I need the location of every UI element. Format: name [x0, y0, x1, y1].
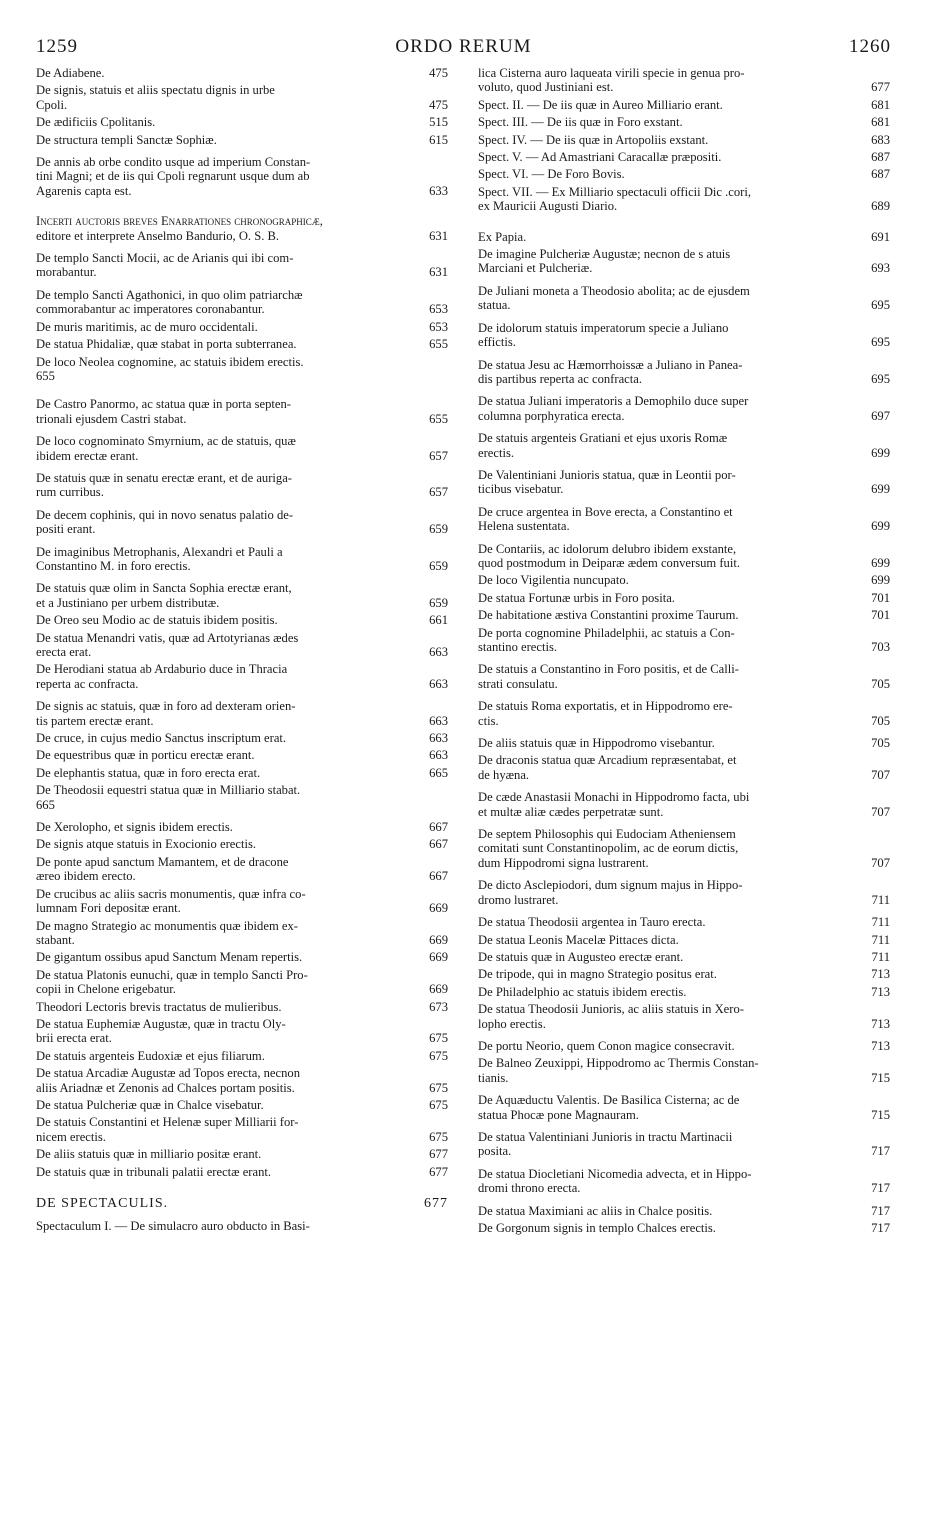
entry-text: De Castro Panormo, ac statua quæ in porta septen- — [36, 397, 291, 412]
entry-text: ibidem erectæ erant. — [36, 448, 139, 463]
entry-page-number: 675 — [429, 1097, 448, 1112]
entry-text: Spectaculum I. — De simulacro auro obducto in Basi- — [36, 1219, 310, 1234]
entry-text: De crucibus ac aliis sacris monumentis, quæ infra co- — [36, 886, 306, 901]
index-entry — [36, 83, 448, 112]
entry-text: De magno Strategio ac monumentis quæ ibidem ex- — [36, 918, 298, 933]
index-entry — [36, 581, 448, 610]
index-entry — [478, 230, 890, 244]
entry-text: de hyæna. — [478, 767, 530, 782]
entry-page-number: 713 — [871, 984, 890, 999]
entry-text: ex Mauricii Augusti Diario. — [478, 199, 618, 214]
entry-page-number: 631 — [429, 228, 448, 243]
index-entry — [36, 731, 448, 745]
entry-text: voluto, quod Justiniani est. — [478, 80, 614, 95]
entry-text: Spect. II. — De iis quæ in Aureo Milliario erant. — [478, 97, 723, 112]
entry-text: reperta ac confracta. — [36, 676, 139, 691]
entry-page-number: 675 — [429, 1129, 448, 1144]
index-entry — [478, 185, 890, 214]
entry-text: De statua Phidaliæ, quæ stabat in porta subterranea. — [36, 337, 297, 352]
entry-text: De statuis quæ in Augusteo erectæ erant. — [478, 949, 684, 964]
index-entry — [478, 321, 890, 350]
entry-page-number: 699 — [871, 482, 890, 497]
entry-text: Theodori Lectoris brevis tractatus de mulieribus. — [36, 999, 282, 1014]
entry-text: Spect. IV. — De iis quæ in Artopoliis exstant. — [478, 132, 709, 147]
entry-text: Spect. V. — Ad Amastriani Caracallæ præpositi. — [478, 150, 722, 165]
entry-text: Agarenis capta est. — [36, 183, 132, 198]
entry-text: Incerti auctoris breves Enarrationes chronographicæ, — [36, 214, 323, 229]
entry-text: De ponte apud sanctum Mamantem, et de dracone — [36, 854, 289, 869]
entry-text: strati consulatu. — [478, 676, 558, 691]
entry-text: tis partem erectæ erant. — [36, 713, 154, 728]
running-title: ORDO RERUM — [395, 36, 532, 57]
entry-page-number: 711 — [871, 949, 890, 964]
entry-page-number: 665 — [36, 797, 55, 812]
entry-text: De dicto Asclepiodori, dum signum majus in Hippo- — [478, 878, 743, 893]
entry-page-number: 681 — [871, 97, 890, 112]
entry-text: De Juliani moneta a Theodosio abolita; ac de ejusdem — [478, 283, 750, 298]
entry-text: De equestribus quæ in porticu erectæ erant. — [36, 748, 255, 763]
entry-text: De loco Neolea cognomine, ac statuis ibidem erectis. — [36, 354, 304, 369]
entry-page-number: 697 — [871, 408, 890, 423]
entry-page-number: 673 — [429, 999, 448, 1014]
index-entry — [478, 133, 890, 147]
entry-text: Helena sustentata. — [478, 519, 570, 534]
entry-page-number: 707 — [871, 855, 890, 870]
entry-text: dromi throno erecta. — [478, 1181, 581, 1196]
index-entry — [478, 1130, 890, 1159]
entry-text: De statua Theodosii argentea in Tauro erecta. — [478, 915, 706, 930]
entry-text: De cæde Anastasii Monachi in Hippodromo facta, ubi — [478, 790, 750, 805]
index-entry — [36, 919, 448, 948]
entry-text: trionali ejusdem Castri stabat. — [36, 411, 187, 426]
entry-text: De ædificiis Cpolitanis. — [36, 115, 156, 130]
entry-page-number: 681 — [871, 115, 890, 130]
right-column — [478, 66, 890, 1235]
entry-page-number: 703 — [871, 640, 890, 654]
index-entry — [478, 284, 890, 313]
entry-text: De Herodiani statua ab Ardaburio duce in Thracia — [36, 662, 288, 677]
entry-page-number: 713 — [871, 967, 890, 982]
entry-page-number: 667 — [429, 820, 448, 835]
entry-page-number: 633 — [429, 183, 448, 198]
index-entry — [478, 1002, 890, 1031]
entry-text: De imaginibus Metrophanis, Alexandri et Pauli a — [36, 544, 283, 559]
entry-text: dromo lustraret. — [478, 892, 559, 907]
index-entry — [478, 1204, 890, 1218]
entry-page-number: 663 — [429, 731, 448, 746]
entry-page-number: 655 — [429, 337, 448, 352]
index-entry — [36, 1147, 448, 1161]
entry-text: De statuis a Constantino in Foro positis, et de Calli- — [478, 662, 739, 677]
entry-page-number: 713 — [871, 1016, 890, 1031]
entry-text: De templo Sancti Mocii, ac de Arianis qui ibi com- — [36, 251, 294, 266]
entry-page-number: 663 — [429, 676, 448, 691]
entry-text: De Gorgonum signis in templo Chalces erectis. — [478, 1221, 716, 1235]
index-entry — [478, 115, 890, 129]
entry-text: statua Phocæ pone Magnauram. — [478, 1107, 639, 1122]
index-entry — [478, 1167, 890, 1196]
index-entry — [36, 837, 448, 851]
entry-text: æreo ibidem erecto. — [36, 869, 136, 884]
entry-text: De statuis argenteis Gratiani et ejus uxoris Romæ — [478, 431, 728, 446]
entry-page-number: 653 — [429, 302, 448, 317]
entry-page-number: 699 — [871, 573, 890, 588]
entry-text: tini Magni; et de iis qui Cpoli regnarunt usque dum ab — [36, 169, 310, 184]
entry-text: De statuis quæ in tribunali palatii erectæ erant. — [36, 1164, 272, 1179]
index-entry — [36, 337, 448, 351]
entry-text: positi erant. — [36, 522, 96, 537]
index-entry — [36, 887, 448, 916]
entry-page-number: 695 — [871, 335, 890, 350]
index-entry — [478, 505, 890, 534]
entry-page-number: 695 — [871, 298, 890, 313]
left-column — [36, 66, 448, 1234]
entry-text: De gigantum ossibus apud Sanctum Menam repertis. — [36, 950, 303, 965]
index-entry — [478, 542, 890, 571]
index-entry — [478, 66, 890, 95]
index-entry — [36, 471, 448, 500]
entry-text: De septem Philosophis qui Eudociam Atheniensem — [478, 827, 736, 842]
index-entry — [36, 434, 448, 463]
index-entry — [36, 133, 448, 147]
entry-text: stantino erectis. — [478, 640, 558, 654]
entry-page-number: 695 — [871, 371, 890, 386]
entry-page-number: 705 — [871, 676, 890, 691]
index-entry — [36, 251, 448, 280]
entry-text: DE SPECTACULIS. — [36, 1196, 169, 1211]
entry-text: De portu Neorio, quem Conon magice consecravit. — [478, 1038, 735, 1053]
index-entry — [36, 1000, 448, 1014]
entry-text: De Oreo seu Modio ac de statuis ibidem positis. — [36, 613, 278, 628]
entry-page-number: 615 — [429, 132, 448, 147]
entry-page-number: 675 — [429, 1031, 448, 1046]
entry-text: De statua Juliani imperatoris a Demophilo duce super — [478, 394, 749, 409]
page-number-left: 1259 — [36, 36, 78, 57]
entry-text: De signis, statuis et aliis spectatu dignis in urbe — [36, 83, 275, 98]
entry-page-number: 711 — [871, 892, 890, 907]
entry-text: De tripode, qui in magno Strategio positus erat. — [478, 967, 717, 982]
entry-page-number: 659 — [429, 522, 448, 537]
entry-text: De porta cognomine Philadelphii, ac statuis a Con- — [478, 625, 735, 640]
entry-text: De statua Maximiani ac aliis in Chalce positis. — [478, 1203, 713, 1218]
index-entry — [478, 150, 890, 164]
index-entry — [36, 288, 448, 317]
index-entry — [36, 214, 448, 243]
index-entry — [36, 783, 448, 812]
entry-page-number: 717 — [871, 1144, 890, 1159]
entry-text: De decem cophinis, qui in novo senatus palatio de- — [36, 507, 294, 522]
index-entry — [36, 1197, 448, 1211]
entry-text: De Balneo Zeuxippi, Hippodromo ac Thermis Constan- — [478, 1056, 759, 1071]
index-entry — [478, 591, 890, 605]
entry-text: De Philadelphio ac statuis ibidem erectis. — [478, 984, 687, 999]
entry-text: Spect. III. — De iis quæ in Foro exstant. — [478, 115, 683, 130]
entry-page-number: 631 — [429, 265, 448, 280]
entry-text: Constantino M. in foro erectis. — [36, 558, 191, 573]
index-entry — [478, 573, 890, 587]
index-entry — [36, 662, 448, 691]
entry-page-number: 717 — [871, 1221, 890, 1235]
index-entry — [36, 355, 448, 384]
entry-text: Marciani et Pulcheriæ. — [478, 261, 593, 276]
entry-text: erectis. — [478, 445, 515, 460]
entry-page-number: 691 — [871, 229, 890, 244]
entry-text: erecta erat. — [36, 645, 92, 659]
entry-text: aliis Ariadnæ et Zenonis ad Chalces portam positis. — [36, 1080, 295, 1095]
index-entry — [36, 397, 448, 426]
entry-page-number: 675 — [429, 1048, 448, 1063]
index-entry — [478, 394, 890, 423]
entry-page-number: 675 — [429, 1080, 448, 1095]
entry-text: comitati sunt Constantinopolim, ac de eorum dictis, — [478, 841, 739, 856]
entry-page-number: 659 — [429, 558, 448, 573]
entry-text: statua. — [478, 298, 511, 313]
index-entry — [36, 545, 448, 574]
entry-page-number: 699 — [871, 519, 890, 534]
entry-page-number: 717 — [871, 1181, 890, 1196]
entry-text: De elephantis statua, quæ in foro erecta erat. — [36, 765, 261, 780]
entry-page-number: 715 — [871, 1107, 890, 1122]
entry-text: De loco Vigilentia nuncupato. — [478, 573, 629, 588]
index-entry — [36, 155, 448, 198]
index-entry — [478, 626, 890, 655]
index-entry — [478, 1093, 890, 1122]
entry-page-number: 661 — [429, 613, 448, 628]
entry-page-number: 701 — [871, 590, 890, 605]
page-number-right: 1260 — [849, 36, 891, 57]
index-entry — [36, 320, 448, 334]
entry-text: De Adiabene. — [36, 66, 105, 80]
entry-page-number: 663 — [429, 713, 448, 728]
entry-text: dum Hippodromi signa lustrarent. — [478, 855, 649, 870]
entry-page-number: 655 — [36, 368, 55, 383]
entry-text: De Xerolopho, et signis ibidem erectis. — [36, 820, 233, 835]
entry-page-number: 705 — [871, 713, 890, 728]
entry-page-number: 677 — [429, 1164, 448, 1179]
entry-page-number: 711 — [871, 915, 890, 930]
entry-page-number: 653 — [429, 319, 448, 334]
entry-text: copii in Chelone erigebatur. — [36, 982, 176, 997]
entry-text: De statuis Roma exportatis, et in Hippodromo ere- — [478, 699, 733, 714]
index-entry — [478, 608, 890, 622]
index-entry — [36, 66, 448, 80]
entry-text: De signis atque statuis in Exocionio erectis. — [36, 837, 256, 852]
entry-text: De statua Leonis Macelæ Pittaces dicta. — [478, 932, 679, 947]
index-entry — [478, 790, 890, 819]
entry-text: De Valentiniani Junioris statua, quæ in Leontii por- — [478, 467, 736, 482]
entry-text: De statua Theodosii Junioris, ac aliis statuis in Xero- — [478, 1002, 744, 1017]
entry-page-number: 475 — [429, 97, 448, 112]
entry-page-number: 663 — [429, 645, 448, 659]
entry-page-number: 701 — [871, 608, 890, 623]
entry-page-number: 515 — [429, 115, 448, 130]
index-entry — [36, 748, 448, 762]
entry-text: quod postmodum in Deiparæ ædem conversum fuit. — [478, 555, 740, 570]
index-entry — [478, 915, 890, 929]
entry-page-number: 669 — [429, 932, 448, 947]
entry-text: De statua Platonis eunuchi, quæ in templo Sancti Pro- — [36, 967, 308, 982]
entry-page-number: 657 — [429, 448, 448, 463]
entry-text: tianis. — [478, 1070, 509, 1085]
entry-text: editore et interprete Anselmo Bandurio, O. S. B. — [36, 228, 280, 243]
entry-text: lica Cisterna auro laqueata virili specie in genua pro- — [478, 66, 745, 80]
entry-text: De Theodosii equestri statua quæ in Milliario stabat. — [36, 783, 301, 798]
entry-text: ctis. — [478, 713, 499, 728]
entry-text: De muris maritimis, ac de muro occidentali. — [36, 319, 258, 334]
entry-text: posita. — [478, 1144, 512, 1159]
entry-page-number: 683 — [871, 132, 890, 147]
index-entry — [36, 1049, 448, 1063]
entry-text: De statua Fortunæ urbis in Foro posita. — [478, 590, 675, 605]
entry-page-number: 475 — [429, 66, 448, 80]
index-entry — [478, 878, 890, 907]
index-entry — [478, 1039, 890, 1053]
entry-text: Spect. VI. — De Foro Bovis. — [478, 167, 625, 182]
entry-text: dis partibus reperta ac confracta. — [478, 371, 642, 386]
index-entry — [478, 358, 890, 387]
index-entry — [478, 699, 890, 728]
index-entry — [36, 968, 448, 997]
index-entry — [478, 753, 890, 782]
index-entry — [478, 985, 890, 999]
entry-page-number: 659 — [429, 595, 448, 610]
index-entry — [478, 468, 890, 497]
entry-text: De imagine Pulcheriæ Augustæ; necnon de s atuis — [478, 247, 731, 262]
entry-text: De aliis statuis quæ in Hippodromo visebantur. — [478, 736, 715, 751]
entry-page-number: 667 — [429, 869, 448, 884]
index-entry — [478, 98, 890, 112]
index-entry — [478, 167, 890, 181]
entry-text: Cpoli. — [36, 97, 68, 112]
entry-text: De Aquæductu Valentis. De Basilica Cisterna; ac de — [478, 1093, 740, 1108]
entry-text: columna porphyratica erecta. — [478, 408, 625, 423]
index-entry — [478, 967, 890, 981]
entry-page-number: 707 — [871, 804, 890, 819]
entry-text: De statua Pulcheriæ quæ in Chalce visebatur. — [36, 1097, 264, 1112]
entry-page-number: 705 — [871, 736, 890, 751]
entry-page-number: 657 — [429, 485, 448, 500]
entry-text: De habitatione æstiva Constantini proxime Taurum. — [478, 608, 739, 623]
entry-text: De loco cognominato Smyrnium, ac de statuis, quæ — [36, 434, 296, 449]
entry-text: De structura templi Sanctæ Sophiæ. — [36, 132, 217, 147]
entry-text: brii erecta erat. — [36, 1031, 112, 1046]
index-entry — [478, 662, 890, 691]
index-entry — [36, 950, 448, 964]
entry-text: De statua Menandri vatis, quæ ad Artotyrianas ædes — [36, 630, 299, 645]
index-entry — [36, 1165, 448, 1179]
entry-text: et multæ aliæ cædes perpetratæ sunt. — [478, 804, 664, 819]
entry-text: De statua Diocletiani Nicomedia advecta, et in Hippo- — [478, 1166, 752, 1181]
index-entry — [478, 827, 890, 870]
entry-page-number: 677 — [429, 1147, 448, 1162]
entry-text: De aliis statuis quæ in milliario positæ erant. — [36, 1147, 262, 1162]
entry-page-number: 717 — [871, 1203, 890, 1218]
entry-page-number: 693 — [871, 261, 890, 276]
index-entry — [36, 631, 448, 660]
index-entry — [36, 820, 448, 834]
entry-page-number: 667 — [429, 837, 448, 852]
index-entry — [36, 508, 448, 537]
entry-page-number: 677 — [424, 1196, 448, 1211]
index-entry — [478, 933, 890, 947]
entry-text: De statua Euphemiæ Augustæ, quæ in tractu Oly- — [36, 1016, 286, 1031]
entry-text: Spect. VII. — Ex Milliario spectaculi officii Dic .cori, — [478, 184, 752, 199]
entry-text: De annis ab orbe condito usque ad imperium Constan- — [36, 155, 311, 170]
index-entry — [36, 1098, 448, 1112]
entry-text: rum curribus. — [36, 485, 104, 500]
entry-page-number: 689 — [871, 199, 890, 214]
entry-text: commorabantur ac imperatores coronabantur. — [36, 302, 265, 317]
entry-text: De idolorum statuis imperatorum specie a Juliano — [478, 320, 729, 335]
entry-page-number: 669 — [429, 982, 448, 997]
entry-text: De statua Jesu ac Hæmorrhoissæ a Juliano in Panea- — [478, 357, 743, 372]
entry-page-number: 699 — [871, 555, 890, 570]
entry-text: De statua Arcadiæ Augustæ ad Topos erecta, necnon — [36, 1066, 300, 1081]
entry-text: et a Justiniano per urbem distributæ. — [36, 595, 220, 610]
entry-text: De statuis argenteis Eudoxiæ et ejus filiarum. — [36, 1048, 265, 1063]
index-entry — [36, 766, 448, 780]
index-entry — [478, 247, 890, 276]
entry-text: morabantur. — [36, 265, 97, 280]
entry-page-number: 699 — [871, 445, 890, 460]
entry-text: De cruce, in cujus medio Sanctus inscriptum erat. — [36, 731, 287, 746]
entry-text: lumnam Fori depositæ erant. — [36, 901, 181, 916]
index-entry — [36, 855, 448, 884]
entry-text: effictis. — [478, 335, 516, 350]
index-entry — [36, 115, 448, 129]
entry-text: De statuis quæ olim in Sancta Sophia erectæ erant, — [36, 581, 292, 596]
entry-text: ticibus visebatur. — [478, 482, 564, 497]
entry-page-number: 711 — [871, 932, 890, 947]
index-entry — [478, 1056, 890, 1085]
index-entry — [478, 1221, 890, 1235]
entry-text: nicem erectis. — [36, 1129, 106, 1144]
index-entry — [36, 1219, 448, 1233]
entry-page-number: 663 — [429, 748, 448, 763]
entry-text: De draconis statua quæ Arcadium repræsentabat, et — [478, 753, 737, 768]
entry-text: De templo Sancti Agathonici, in quo olim patriarchæ — [36, 287, 303, 302]
index-entry — [36, 699, 448, 728]
entry-page-number: 687 — [871, 167, 890, 182]
entry-page-number: 713 — [871, 1038, 890, 1053]
index-entry — [478, 431, 890, 460]
entry-text: De signis ac statuis, quæ in foro ad dexteram orien- — [36, 699, 296, 714]
entry-page-number: 669 — [429, 950, 448, 965]
entry-page-number: 655 — [429, 411, 448, 426]
index-entry — [36, 1115, 448, 1144]
entry-text: De Contariis, ac idolorum delubro ibidem exstante, — [478, 541, 737, 556]
entry-text: De statuis Constantini et Helenæ super Milliarii for- — [36, 1115, 299, 1130]
index-entry — [36, 1066, 448, 1095]
entry-page-number: 687 — [871, 150, 890, 165]
index-entry — [36, 613, 448, 627]
entry-page-number: 715 — [871, 1070, 890, 1085]
entry-text: De cruce argentea in Bove erecta, a Constantino et — [478, 504, 733, 519]
entry-page-number: 677 — [871, 80, 890, 95]
entry-text: De statuis quæ in senatu erectæ erant, et de auriga- — [36, 470, 292, 485]
index-entry — [478, 950, 890, 964]
entry-text: De statua Valentiniani Junioris in tractu Martinacii — [478, 1129, 733, 1144]
entry-page-number: 669 — [429, 901, 448, 916]
entry-page-number: 707 — [871, 767, 890, 782]
entry-text: Ex Papia. — [478, 229, 527, 244]
entry-text: lopho erectis. — [478, 1016, 546, 1031]
entry-text: stabant. — [36, 932, 75, 947]
index-entry — [478, 736, 890, 750]
index-entry — [36, 1017, 448, 1046]
entry-page-number: 665 — [429, 765, 448, 780]
